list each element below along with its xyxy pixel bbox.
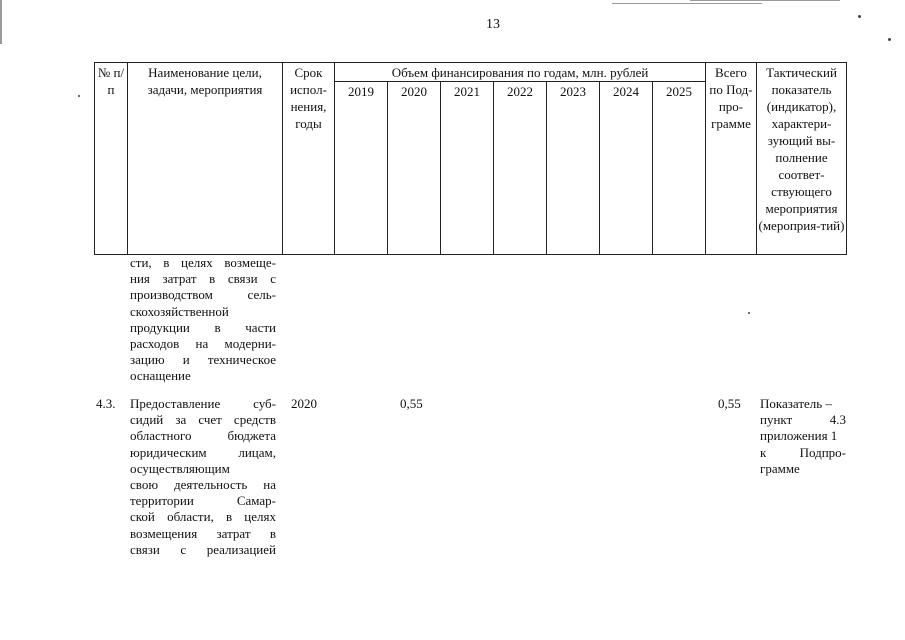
row-total: 0,55 [718, 396, 741, 411]
text-line: пункт 4.3 [760, 412, 846, 428]
text-line: возмещения затрат в [130, 525, 276, 541]
text-line: свою деятельность на [130, 477, 276, 493]
scan-artifact-line [612, 3, 762, 4]
text-line: скохозяйственной [130, 303, 229, 319]
text-line: к Подпро- [760, 444, 846, 460]
text-line: территории Самар- [130, 493, 276, 509]
header-term: Срок испол-нения, годы [283, 63, 335, 255]
row-indicator [760, 396, 846, 477]
text-line: Предоставление суб- [130, 396, 276, 411]
scan-artifact-dot [858, 15, 861, 18]
text-line: производством сель- [130, 287, 276, 303]
scan-artifact-line [690, 0, 840, 1]
page-number: 13 [486, 17, 500, 32]
text-line: оснащение [130, 368, 191, 384]
table-header [94, 62, 847, 255]
header-year: 2020 [388, 82, 441, 255]
header-year: 2022 [494, 82, 547, 255]
scan-artifact-dot [78, 95, 80, 97]
text-line: ской области, в целях [130, 509, 276, 525]
header-year: 2019 [335, 82, 388, 255]
header-year: 2021 [441, 82, 494, 255]
text-line: сти, в целях возмеще- [130, 255, 276, 270]
continuation-text [130, 255, 276, 385]
text-line: связи с реализацией [130, 541, 276, 557]
text-line: Показатель – [760, 396, 832, 411]
header-name: Наименование цели, задачи, мероприятия [128, 63, 283, 255]
header-year: 2024 [600, 82, 653, 255]
header-number: № п/п [95, 63, 128, 255]
text-line: расходов на модерни- [130, 336, 276, 352]
row-name [130, 396, 276, 558]
row-number: 4.3. [96, 396, 116, 411]
text-line: юридическим лицам, [130, 444, 276, 460]
header-total: Всего по Под-про-грамме [706, 63, 757, 255]
scan-artifact-dot [888, 38, 891, 41]
scan-artifact-line [0, 0, 2, 44]
text-line: ния затрат в связи с [130, 271, 276, 287]
row-term: 2020 [291, 396, 317, 411]
text-line: приложения 1 [760, 428, 838, 444]
header-indicator: Тактический показатель (индикатор), характери-зующий вы-полнение соответ-ствующего мероприятия (мероприя-тий) [757, 63, 847, 255]
header-funding-group: Объем финансирования по годам, млн. рублей [335, 63, 706, 82]
text-line: областного бюджета [130, 428, 276, 444]
header-year: 2025 [653, 82, 706, 255]
text-line: сидий за счет средств [130, 412, 276, 428]
header-year: 2023 [547, 82, 600, 255]
text-line: зацию и техническое [130, 352, 276, 368]
text-line: грамме [760, 460, 800, 476]
text-line: осуществляющим [130, 460, 230, 476]
scan-artifact-dot [748, 312, 750, 314]
row-value-2020: 0,55 [400, 396, 423, 411]
text-line: продукции в части [130, 319, 276, 335]
